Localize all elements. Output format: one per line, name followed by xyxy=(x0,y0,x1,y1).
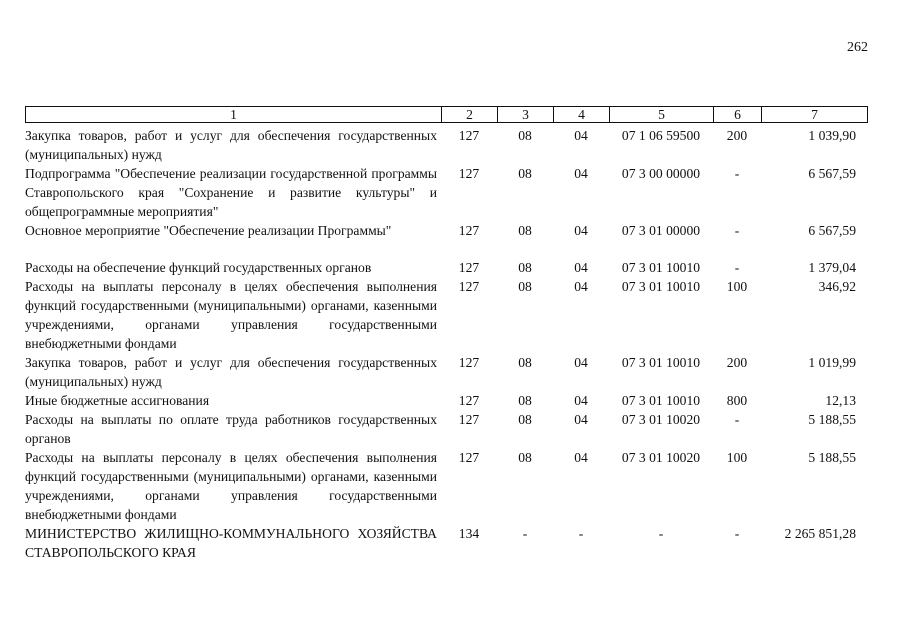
table-row xyxy=(25,126,868,164)
row-col-4: 04 xyxy=(574,128,588,143)
row-col-4: - xyxy=(578,526,584,541)
row-name: Закупка товаров, работ и услуг для обеспечения государственных (муниципальных) нужд xyxy=(25,355,437,389)
row-col-6: - xyxy=(734,223,740,238)
row-amount: 1 379,04 xyxy=(808,260,856,275)
row-col-6: 100 xyxy=(726,450,748,465)
row-col-3: 08 xyxy=(518,260,532,275)
row-col-3: 08 xyxy=(518,279,532,294)
row-name: Закупка товаров, работ и услуг для обеспечения государственных (муниципальных) нужд xyxy=(25,128,437,162)
row-col-4: 04 xyxy=(574,450,588,465)
row-col-4: 04 xyxy=(574,279,588,294)
row-col-6: - xyxy=(734,260,740,275)
row-col-6: - xyxy=(734,166,740,181)
row-amount: 1 039,90 xyxy=(808,128,856,143)
row-col-5: 07 3 01 10010 xyxy=(621,393,701,408)
row-col-6: 200 xyxy=(726,355,748,370)
table-row xyxy=(25,524,868,562)
row-col-6: 100 xyxy=(726,279,748,294)
row-col-2: 127 xyxy=(458,393,480,408)
header-col-3: 3 xyxy=(498,107,554,123)
row-col-5: 07 3 01 10020 xyxy=(621,412,701,427)
header-col-2: 2 xyxy=(442,107,498,123)
row-col-6: - xyxy=(734,526,740,541)
row-col-3: 08 xyxy=(518,355,532,370)
row-col-3: 08 xyxy=(518,412,532,427)
row-name: Расходы на обеспечение функций государственных органов xyxy=(25,260,372,275)
table-row xyxy=(25,277,868,353)
row-col-5: 07 3 01 10020 xyxy=(621,450,701,465)
row-col-5: 07 3 01 10010 xyxy=(621,355,701,370)
row-col-5: 07 3 00 00000 xyxy=(621,166,701,181)
row-col-2: 127 xyxy=(458,166,480,181)
row-col-3: 08 xyxy=(518,223,532,238)
row-name: Иные бюджетные ассигнования xyxy=(25,393,210,408)
budget-table xyxy=(25,126,868,562)
row-amount: 5 188,55 xyxy=(808,412,856,427)
row-col-4: 04 xyxy=(574,260,588,275)
row-spacer xyxy=(25,240,868,258)
row-col-4: 04 xyxy=(574,355,588,370)
row-col-2: 127 xyxy=(458,279,480,294)
row-col-3: 08 xyxy=(518,393,532,408)
row-col-5: 07 3 01 10010 xyxy=(621,260,701,275)
row-col-4: 04 xyxy=(574,223,588,238)
table-header xyxy=(25,106,868,123)
row-col-6: - xyxy=(734,412,740,427)
row-col-4: 04 xyxy=(574,393,588,408)
row-col-4: 04 xyxy=(574,166,588,181)
header-col-1: 1 xyxy=(26,107,442,123)
table-row xyxy=(25,221,868,240)
row-col-3: 08 xyxy=(518,128,532,143)
row-col-6: 800 xyxy=(726,393,748,408)
row-col-5: 07 3 01 10010 xyxy=(621,279,701,294)
header-col-4: 4 xyxy=(554,107,610,123)
row-amount: 6 567,59 xyxy=(808,223,856,238)
row-amount: 6 567,59 xyxy=(808,166,856,181)
header-col-7: 7 xyxy=(762,107,868,123)
table-row xyxy=(25,164,868,221)
row-col-5: 07 1 06 59500 xyxy=(621,128,701,143)
row-col-2: 127 xyxy=(458,450,480,465)
row-name: Расходы на выплаты персоналу в целях обеспечения выполнения функций государственными (муниципальными) органами, казенными учреждениями, органами управления государственными внебюджетными фондами xyxy=(25,450,437,522)
row-col-3: 08 xyxy=(518,166,532,181)
row-col-5: - xyxy=(658,526,664,541)
row-col-2: 134 xyxy=(458,526,480,541)
row-col-2: 127 xyxy=(458,412,480,427)
table-row xyxy=(25,448,868,524)
header-col-6: 6 xyxy=(714,107,762,123)
row-col-2: 127 xyxy=(458,223,480,238)
table-row xyxy=(25,353,868,391)
row-name: МИНИСТЕРСТВО ЖИЛИЩНО-КОММУНАЛЬНОГО ХОЗЯЙСТВА СТАВРОПОЛЬСКОГО КРАЯ xyxy=(25,526,437,560)
header-col-5: 5 xyxy=(610,107,714,123)
page-number: 262 xyxy=(847,40,868,55)
table-row xyxy=(25,410,868,448)
row-name: Основное мероприятие "Обеспечение реализации Программы" xyxy=(25,223,392,238)
row-name: Расходы на выплаты персоналу в целях обеспечения выполнения функций государственными (муниципальными) органами, казенными учреждениями, органами управления государственными внебюджетными фондами xyxy=(25,279,437,351)
row-col-3: 08 xyxy=(518,450,532,465)
header-row xyxy=(26,107,868,123)
row-name: Подпрограмма "Обеспечение реализации государственной программы Ставропольского края "Сохранение и развитие культуры" и общепрограммные мероприятия" xyxy=(25,166,437,219)
row-col-5: 07 3 01 00000 xyxy=(621,223,701,238)
row-col-6: 200 xyxy=(726,128,748,143)
row-amount: 5 188,55 xyxy=(808,450,856,465)
row-col-2: 127 xyxy=(458,355,480,370)
row-amount: 346,92 xyxy=(818,279,856,294)
row-col-3: - xyxy=(522,526,528,541)
row-name: Расходы на выплаты по оплате труда работников государственных органов xyxy=(25,412,437,446)
table-row xyxy=(25,258,868,277)
row-col-2: 127 xyxy=(458,128,480,143)
row-amount: 1 019,99 xyxy=(808,355,856,370)
row-amount: 2 265 851,28 xyxy=(784,526,856,541)
table-row xyxy=(25,391,868,410)
row-col-4: 04 xyxy=(574,412,588,427)
row-amount: 12,13 xyxy=(825,393,856,408)
row-col-2: 127 xyxy=(458,260,480,275)
